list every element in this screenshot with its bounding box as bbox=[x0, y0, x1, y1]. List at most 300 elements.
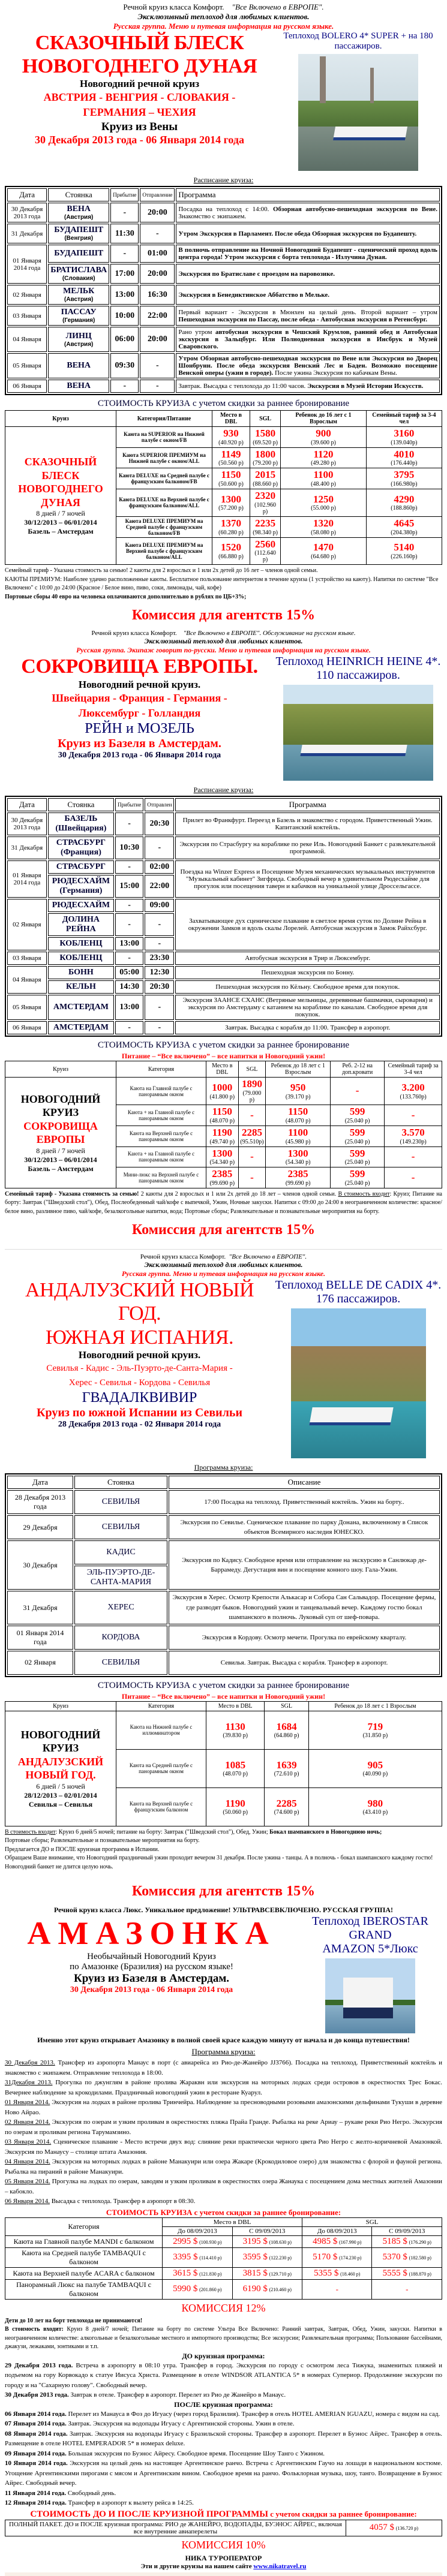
program-day bbox=[5, 2458, 442, 2488]
price-header: Ребенок до 18 лет с 1 Взрослым bbox=[266, 1061, 331, 1078]
schedule-program bbox=[176, 224, 440, 243]
schedule-date: 05 Января bbox=[7, 353, 47, 378]
price-eur: 2320 bbox=[255, 490, 276, 502]
schedule-stop bbox=[48, 1021, 114, 1034]
price-usd: 5185 $ bbox=[382, 2236, 407, 2246]
schedule-stop bbox=[48, 995, 114, 1020]
price-cell bbox=[331, 1105, 385, 1126]
program-day bbox=[5, 2137, 442, 2157]
schedule-description: 17:00 Посадка на теплоход. Приветственный коктейль. Ужин на борту.. bbox=[169, 1490, 440, 1514]
program-text: Завтрак. Экскурсия на водопады Игуасу с Аргентинской стороны. Ужин в отеле. bbox=[66, 2420, 295, 2428]
price-cell bbox=[372, 2235, 442, 2247]
price-eur: 905 bbox=[367, 1759, 383, 1771]
price-rub: (50.560 р) bbox=[218, 460, 244, 467]
price-usd: 5170 $ bbox=[313, 2252, 338, 2262]
price-cruise-dates: 30/12/2013 – 06/01/2014 bbox=[24, 1155, 97, 1164]
schedule-row bbox=[7, 264, 440, 284]
price-cell bbox=[331, 1126, 385, 1146]
price-usd: 5555 $ bbox=[382, 2268, 407, 2278]
price-cell bbox=[331, 1167, 385, 1188]
cruise-route: Круиз из Вены bbox=[101, 120, 178, 133]
schedule-date: 02 Января bbox=[7, 285, 47, 305]
price-rub: (99.690 р) bbox=[209, 1179, 235, 1187]
price-eur: 1300 bbox=[221, 493, 241, 505]
stop-city: БОНН bbox=[68, 968, 94, 977]
cruise-dates: 30 Декабря 2013 года - 06 Января 2014 года bbox=[35, 133, 244, 146]
price-eur: 2285 bbox=[241, 1126, 262, 1138]
price-cell bbox=[302, 2267, 372, 2279]
stop-city: ПАССАУ bbox=[61, 308, 97, 317]
price-category: Каюта на SUPERIOR на Нижней палубе с окном/FB bbox=[116, 427, 212, 448]
commission-label: Комиссия для агентств 15% bbox=[131, 607, 316, 624]
program-text: Сценическое плавание - Место встречи двух вод: слияние реки практически черного цвета Рио Негро с желто-коричневой Амазонкой. Экскурсия по Манаусу – столице штата Амазония. bbox=[5, 2138, 443, 2156]
price-usd: 3195 $ bbox=[242, 2236, 268, 2246]
cruise-tagline: Именно этот круиз открывает Амазонку в полной своей красе каждую минуту от начала и до конца путешествия! bbox=[37, 2036, 410, 2045]
price-cell bbox=[212, 537, 250, 565]
schedule-description: Севилья. Завтрак. Высадка с корабля. Трансфер в аэропорт. bbox=[169, 1651, 440, 1675]
schedule-row bbox=[7, 1540, 440, 1564]
schedule-departure: 12:30 bbox=[145, 966, 174, 979]
price-cell bbox=[163, 2235, 232, 2247]
stop-country: (Германия) bbox=[59, 886, 103, 896]
schedule-stop: ХЕРЕС bbox=[74, 1591, 167, 1624]
program-highlight: Пешеходная экскурсия по Пассау, после обеда - Автобусная экскурсия в Регенсбург. bbox=[178, 315, 428, 323]
program-date: 03 Января 2014. bbox=[5, 2138, 52, 2146]
bottom-bar bbox=[5, 2572, 442, 2576]
price-cruise-name: НОВОГОДНИЙ КРУИЗ bbox=[20, 1093, 101, 1119]
divider bbox=[5, 1249, 442, 1250]
price-eur: 3.570 bbox=[401, 1126, 425, 1138]
intro-class: Речной круиз класса Комфорт. bbox=[123, 2, 224, 11]
price-usd: - bbox=[406, 2284, 409, 2294]
ship-name: Теплоход BELLE DE CADIX 4*. bbox=[275, 1278, 442, 1292]
schedule-departure: 20:00 bbox=[140, 327, 175, 352]
price-cell bbox=[385, 1105, 442, 1126]
price-cell bbox=[206, 1749, 265, 1787]
schedule-caption: Расписание круиза: bbox=[193, 786, 254, 795]
schedule-date: 02 Января bbox=[7, 899, 47, 950]
schedule-date: 01 Января 2014 года bbox=[7, 245, 47, 284]
cruise-countries: Швейцария - Франция - Германия - bbox=[52, 691, 227, 704]
schedule-date: 01 Января 2014 года bbox=[7, 1626, 73, 1650]
price-cruise-name-red: АНДАЛУЗСКИЙ НОВЫЙ ГОД. bbox=[17, 1755, 104, 1781]
price-rub: (69.520 р) bbox=[253, 439, 278, 446]
intro-all-inclusive: "Все Включено в ЕВРОПЕ". Обслуживание на русском языке. bbox=[183, 630, 356, 637]
price-rub: (210.460 р) bbox=[269, 2287, 292, 2293]
schedule-header: Дата bbox=[7, 798, 47, 811]
price-cell bbox=[372, 2279, 442, 2299]
stop-country: (Швейцария) bbox=[55, 824, 107, 833]
price-eur: 2285 bbox=[276, 1797, 297, 1809]
schedule-stop: СЕВИЛЬЯ bbox=[74, 1490, 167, 1514]
schedule-stop: КАДИС bbox=[74, 1540, 167, 1564]
price-rub: (31.850 р) bbox=[362, 1732, 388, 1740]
schedule-table bbox=[5, 796, 442, 1037]
price-cell bbox=[212, 468, 250, 489]
stop-city: КОБЛЕНЦ bbox=[59, 953, 103, 963]
price-category: Каюта на Главной палубе с панорамным окном bbox=[116, 1078, 206, 1105]
price-eur: 719 bbox=[367, 1720, 383, 1732]
price-cell bbox=[302, 2235, 372, 2247]
note-included: : Круиз; Питание на борту: Завтрак ("Шведский стол"), Обед, Послеобеденный чай/кофе с выпечкой, Ужин, Ночные закуски. Напитки с 09:00 до 24:00 в неограниченном количестве: красное/белое вино, разливное пиво, чай/кофе, безалкогольные напитки, вода; Портовые сборы; Развлекательные и познавательные мероприятия на борту. bbox=[5, 1190, 442, 1215]
price-row bbox=[5, 427, 442, 448]
stop-city: РЮДЕСХАЙМ bbox=[52, 877, 110, 886]
price-eur: 1639 bbox=[276, 1759, 297, 1771]
price-cell bbox=[366, 516, 442, 537]
ship-photo bbox=[283, 685, 433, 781]
stop-country: (Австрия) bbox=[64, 296, 94, 303]
price-eur: 1300 bbox=[212, 1147, 233, 1159]
price-rub: (60.280 р) bbox=[218, 529, 244, 536]
price-cell bbox=[232, 2247, 302, 2267]
price-header: Категория bbox=[116, 1701, 206, 1711]
price-cruise-route: Базель – Амстердам bbox=[28, 1164, 94, 1173]
schedule-description: Экскурсия по Кадису. Свободное время или отправление на экскурсию в Санлюкар де-Баррамеду. Дегустация вин и посещение конного шоу. Гала-Ужин. bbox=[169, 1540, 440, 1590]
price-category: Каюта DELUXE ПРЕМИУМ на Средней палубе с французским балконом/FB bbox=[116, 516, 212, 537]
program-day bbox=[5, 2449, 442, 2459]
schedule-header: Отправление bbox=[140, 188, 175, 201]
price-cell bbox=[281, 427, 367, 448]
schedule-row bbox=[7, 1021, 440, 1034]
price-header: Семейный тариф за 3-4 чел bbox=[366, 411, 442, 427]
price-cruise-name-red: СОКРОВИЩА ЕВРОПЫ bbox=[23, 1120, 98, 1146]
price-title: СТОИМОСТЬ КРУИЗА с учетом скидки за раннее бронирование bbox=[97, 1680, 350, 1690]
schedule-row bbox=[7, 980, 440, 994]
schedule-stop bbox=[48, 812, 114, 835]
schedule-date: 02 Января bbox=[7, 1651, 73, 1675]
program-highlight: Обзорная автобусно-пешеходная экскурсия по Вене. bbox=[272, 205, 437, 213]
price-category: Каюта DELUXE на Средней палубе с французским балконом/FB bbox=[116, 468, 212, 489]
price-rub: (64.680 р) bbox=[311, 553, 336, 560]
price-eur: 4290 bbox=[394, 493, 415, 505]
stop-country: (Австрия) bbox=[64, 214, 94, 221]
program-text: Завтрак в отеле. Трансфер в аэропорт. Перелет из Рио де Жанейро в Манаус. bbox=[68, 2391, 286, 2399]
schedule-arrival: 05:00 bbox=[115, 966, 143, 979]
price-usd: 6190 $ bbox=[242, 2284, 268, 2294]
price-cell bbox=[212, 447, 250, 468]
price-eur: - bbox=[411, 1171, 415, 1183]
price-cruise-duration: 8 дней / 7 ночей bbox=[36, 1146, 85, 1155]
price-eur: 2560 bbox=[255, 538, 276, 550]
price-usd: 3615 $ bbox=[173, 2268, 198, 2278]
price-eur: 1190 bbox=[212, 1126, 232, 1138]
program-day bbox=[5, 2078, 442, 2097]
note-port-fees: Портовые сборы; Развлекательные и познавательные мероприятия на борту. bbox=[5, 1837, 200, 1844]
price-header: SGL bbox=[250, 411, 281, 427]
schedule-departure: - bbox=[145, 1021, 174, 1034]
price-rub: (64.860 р) bbox=[274, 1732, 299, 1740]
program-date: 09 Января 2014 года. bbox=[5, 2449, 67, 2457]
schedule-stop bbox=[48, 306, 109, 326]
schedule-departure: 20:30 bbox=[145, 812, 174, 835]
price-cell bbox=[238, 1126, 266, 1146]
price-eur: 1370 bbox=[221, 517, 241, 529]
program-highlight: Экскурсия по Братиславе с проездом на паровозике. bbox=[178, 270, 335, 278]
price-cell bbox=[385, 1167, 442, 1188]
price-rub: (79.000 р) bbox=[242, 1090, 262, 1104]
price-rub: (55.000 р) bbox=[311, 505, 336, 512]
ship-photo bbox=[325, 1958, 415, 2033]
price-category: Каюта на Средней палубе с панорамным окном bbox=[116, 1749, 206, 1787]
price-notes bbox=[5, 2317, 442, 2352]
operator-name: НИКА ТУРОПЕРАТОР bbox=[185, 2553, 262, 2562]
price-header: Ребенок до 18 лет с 1 Взрослым bbox=[308, 1701, 442, 1711]
program-text: Высадка с теплохода. Трансфер в аэропорт в 08:30. bbox=[49, 2198, 196, 2205]
price-eur: 1149 bbox=[221, 448, 241, 460]
cruise-countries: АВСТРИЯ - ВЕНГРИЯ - СЛОВАКИЯ - bbox=[43, 91, 236, 104]
price-cell bbox=[238, 1146, 266, 1167]
schedule-row bbox=[7, 899, 440, 912]
stop-city: ВЕНА bbox=[67, 204, 91, 213]
ship-name: Теплоход HEINRICH HEINE 4*. bbox=[275, 655, 441, 669]
price-eur: 1320 bbox=[313, 517, 334, 529]
price-eur: 1150 bbox=[288, 1106, 308, 1118]
schedule-program bbox=[176, 264, 440, 284]
program-highlight: автобусная экскурсия в Чешский Крумлов, ранний обед и Автобусная экскурсия в Зальцбург. Или Полнодневная экскурсия в Инсбрук и Музей Сваровского. bbox=[178, 329, 437, 350]
price-eur: 4645 bbox=[394, 517, 415, 529]
note-kids: Дети до 10 лет на борт теплохода не принимаются! bbox=[5, 2317, 143, 2324]
cruise-countries-2: ГЕРМАНИЯ – ЧЕХИЯ bbox=[83, 106, 196, 119]
price-header: Место в DBL bbox=[206, 1061, 239, 1078]
price-cell bbox=[281, 516, 367, 537]
schedule-arrival: 13:00 bbox=[115, 937, 143, 950]
price-rub: (182.580 р) bbox=[409, 2255, 431, 2261]
schedule-date: 03 Января bbox=[7, 952, 47, 965]
ship-name: Теплоход IBEROSTAR GRAND bbox=[312, 1915, 428, 1942]
schedule-program: Пешеходная экскурсия по Бонну. bbox=[175, 966, 440, 979]
price-cruise-name: СКАЗОЧНЫЙ БЛЕСК НОВОГОДНЕГО ДУНАЯ bbox=[18, 456, 103, 508]
schedule-row bbox=[7, 995, 440, 1020]
cruise-header bbox=[5, 1278, 442, 1461]
schedule-program bbox=[176, 285, 440, 305]
price-eur: 1100 bbox=[288, 1126, 308, 1138]
price-usd: 4985 $ bbox=[313, 2236, 338, 2246]
price-usd: 5990 $ bbox=[173, 2284, 198, 2294]
program-text: Прогулка на лодках по озерам, заводям и узким проливам в окрестностях озера Жанаука с посещением дома местных жителей Амазонии – кабокло. bbox=[5, 2178, 443, 2195]
price-eur: - bbox=[411, 1151, 415, 1162]
price-table bbox=[5, 1701, 442, 1826]
price-category: Каюта на Главной палубе MANDI с балконом bbox=[5, 2235, 163, 2247]
price-row bbox=[5, 1711, 442, 1749]
price-cell bbox=[206, 1078, 239, 1105]
price-cell bbox=[206, 1711, 265, 1749]
intro-line bbox=[5, 2, 442, 12]
stop-city: БУДАПЕШТ bbox=[54, 249, 104, 258]
schedule-row bbox=[7, 353, 440, 378]
program-text: Экскурсия по озерам и узким проливам в окрестностях пляжа Прайа Гранде. Рыбалка на реке Ариау – рукаве реки Рио Негро. Экскурсия по озерам и проливам региона Тарумамзино. bbox=[5, 2118, 442, 2136]
schedule-stop bbox=[48, 860, 114, 874]
price-rub: (174.230 р) bbox=[339, 2255, 362, 2261]
schedule-arrival: - bbox=[110, 203, 139, 222]
schedule-row bbox=[7, 306, 440, 326]
schedule-stop bbox=[48, 836, 114, 859]
schedule-program: Автобусная экскурсия в Трир и Люксембург. bbox=[175, 952, 440, 965]
schedule-arrival: - bbox=[115, 913, 143, 936]
price-cell bbox=[308, 1749, 442, 1787]
schedule-arrival: 13:00 bbox=[115, 995, 143, 1020]
stop-city: КЕЛЬН bbox=[65, 982, 96, 992]
price-category: Каюта DELUXE ПРЕМИУМ на Верхней палубе с французским балконом/ALL bbox=[116, 537, 212, 565]
cruise-title: АНДАЛУЗСКИЙ НОВЫЙ ГОД. bbox=[25, 1279, 254, 1325]
schedule-stop bbox=[48, 980, 114, 994]
schedule-stop bbox=[48, 875, 114, 898]
cruise-route: Круиз из Базеля в Амстердам. bbox=[73, 1972, 230, 1985]
schedule-table bbox=[5, 1473, 442, 1677]
price-eur: 1300 bbox=[287, 1147, 308, 1159]
program-date: 10 Января 2014 года. bbox=[5, 2460, 68, 2467]
schedule-arrival: 13:00 bbox=[110, 285, 139, 305]
price-cell bbox=[385, 1146, 442, 1167]
schedule-row bbox=[7, 203, 440, 222]
schedule-stop bbox=[48, 966, 114, 979]
footer-text: Эти и другие круизы на нашем сайте bbox=[140, 2562, 254, 2570]
schedule-departure: - bbox=[140, 224, 175, 243]
program-day bbox=[5, 2429, 442, 2449]
schedule-header: Дата bbox=[7, 1476, 73, 1489]
cruise-header bbox=[5, 31, 442, 173]
program-highlight: В полночь отправление на Ночной Новогодний Будапешт - сценический проход вдоль центра города! Утром экскурсия с борта теплохода - Излучина Дуная. bbox=[178, 246, 437, 261]
price-cell bbox=[266, 1105, 331, 1126]
price-cell bbox=[238, 1105, 266, 1126]
price-cell bbox=[302, 2247, 372, 2267]
package-row bbox=[5, 2520, 442, 2536]
note-family-rate: Семейный тариф - Указана стоимость за семью! bbox=[5, 1190, 139, 1197]
price-cruise-route: Базель – Амстердам bbox=[28, 527, 94, 536]
schedule-program: Захватывающее дух сценическое плавание в светлое время суток по Долине Рейна в окружении Замков и вдоль скалы Лорелей. Автобусная экскурсия в Замок Райхсбург. bbox=[175, 899, 440, 950]
price-table bbox=[5, 1061, 442, 1188]
price-rub: (48.070 р) bbox=[223, 1771, 248, 1778]
price-table bbox=[5, 410, 442, 565]
price-cell bbox=[250, 537, 281, 565]
schedule-arrival: - bbox=[115, 952, 143, 965]
price-cruise-name: НОВОГОДНИЙ КРУИЗ bbox=[20, 1728, 101, 1755]
intro-line: Речной круиз класса Люкс. Уникальное предложение! УЛЬТРАВСЕВКЛЮЧЕНО. РУССКАЯ ГРУППА! bbox=[53, 1906, 394, 1915]
price-category: Мини-люкс на Верхней палубе с панорамным окном bbox=[116, 1167, 206, 1188]
program-day bbox=[5, 2196, 442, 2207]
program-day bbox=[5, 2390, 442, 2400]
price-cell bbox=[163, 2247, 232, 2267]
pre-program-title: ДО круизная программа: bbox=[182, 2351, 265, 2360]
schedule-date: 29 Декабря bbox=[7, 1515, 73, 1539]
price-eur: 3.200 bbox=[401, 1081, 425, 1093]
schedule-program bbox=[176, 327, 440, 352]
price-rub: (48.070 р) bbox=[209, 1117, 235, 1124]
price-rub: (39.600 р) bbox=[311, 439, 336, 446]
price-cell bbox=[250, 447, 281, 468]
stop-country: (Словакия) bbox=[62, 275, 95, 282]
price-cell bbox=[212, 489, 250, 517]
program-day bbox=[5, 2177, 442, 2196]
post-program-title: ПОСЛЕ круизная программа: bbox=[174, 2400, 273, 2409]
price-eur: 599 bbox=[349, 1106, 365, 1118]
stop-city: АМСТЕРДАМ bbox=[53, 1003, 109, 1012]
schedule-header: Стоянка bbox=[74, 1476, 167, 1489]
price-cell bbox=[266, 1167, 331, 1188]
footer-line bbox=[5, 2563, 442, 2570]
col-sgl-before: До 08/09/2013 bbox=[302, 2226, 372, 2235]
price-rub: (122.230 р) bbox=[269, 2255, 292, 2261]
stop-city: ДОЛИНА РЕЙНА bbox=[62, 915, 100, 934]
schedule-departure: - bbox=[140, 380, 175, 393]
price-eur: 1120 bbox=[313, 448, 334, 460]
note-dinner: Обращаем Ваше внимание, что Новогодний праздничный ужин проходит вечером 31 декабря. После ужина - танцы. А в полночь - бокал шампанского каждому гостю! Новогодний банкет не длится целую ночь. bbox=[5, 1855, 433, 1870]
program-date: 31Декабря 2013. bbox=[5, 2079, 53, 2087]
price-cell bbox=[366, 447, 442, 468]
cruise-title-2: НОВОГОДНЕГО ДУНАЯ bbox=[22, 55, 257, 78]
stop-city: ЛИНЦ bbox=[65, 331, 92, 341]
intro-exclusive: Эксклюзивный теплоход для любимых клиентов. bbox=[137, 12, 310, 21]
stop-city: СТРАСБУРГ bbox=[56, 862, 106, 872]
commission-label: КОМИССИЯ 12% bbox=[181, 2301, 266, 2314]
price-cell bbox=[266, 1126, 331, 1146]
program-text: Экскурсия на моторных лодках в районе Манакуири или озера Жакаре (Крокодиловое озеро) для знакомства с флорой и фауной региона. Рыбалка на пираний в районе Манакуири. bbox=[5, 2158, 442, 2175]
price-eur: 1150 bbox=[221, 469, 241, 481]
price-rub: (98.340 р) bbox=[253, 529, 278, 536]
schedule-date: 28 Декабря 2013 года bbox=[7, 1490, 73, 1514]
note-included: : Круиз 6 дней/5 ночей; питание на борту: Завтрак ("Шведский стол"), Обед, Ужин; bbox=[55, 1828, 270, 1835]
price-eur: 1100 bbox=[313, 469, 334, 481]
price-cell bbox=[281, 447, 367, 468]
price-cell bbox=[366, 537, 442, 565]
schedule-row bbox=[7, 812, 440, 835]
price-rub: (50.600 р) bbox=[218, 481, 244, 488]
schedule-row bbox=[7, 860, 440, 874]
price-eur: - bbox=[250, 1151, 254, 1162]
note-premium: КАЮТЫ ПРЕМИУМ: Наиболее удачно расположенные каюты. Бесплатное пользование интернетом в течение круиза (1 устройство на каюту). Напитки по системе "Все Включено" с 10:00 до 24:00 (Красное / Белое вино, пиво, соки, лимонады, чай, кофе) bbox=[5, 576, 439, 592]
website-link[interactable]: www.nikatravel.ru bbox=[253, 2562, 307, 2570]
schedule-program bbox=[176, 245, 440, 263]
price-header: Ребенок до 16 лет с 1 Взрослым bbox=[281, 411, 367, 427]
program-day bbox=[5, 2097, 442, 2117]
price-cell bbox=[265, 1711, 308, 1749]
price-cell bbox=[250, 489, 281, 517]
ship-capacity: 176 пассажиров. bbox=[316, 1292, 401, 1306]
stop-city: ВЕНА bbox=[67, 361, 91, 370]
schedule-row bbox=[7, 1626, 440, 1650]
price-eur: 1800 bbox=[255, 448, 276, 460]
page bbox=[0, 2, 447, 2576]
intro-line bbox=[5, 630, 442, 637]
price-cell bbox=[366, 489, 442, 517]
price-rub: (25.040 р) bbox=[344, 1179, 370, 1187]
price-eur: 930 bbox=[223, 428, 239, 439]
price-cell bbox=[265, 1787, 308, 1826]
schedule-stop bbox=[48, 264, 109, 284]
price-category: Каюта + на Главной палубе с панорамным окном bbox=[116, 1146, 206, 1167]
schedule-date: 04 Января bbox=[7, 966, 47, 994]
schedule-date: 01 Января 2014 года bbox=[7, 860, 47, 898]
price-rub: (129.710 р) bbox=[269, 2271, 292, 2277]
price-eur: 2385 bbox=[287, 1168, 308, 1180]
price-rub: (95.510р) bbox=[240, 1138, 264, 1145]
schedule-header: Описание bbox=[169, 1476, 440, 1489]
col-dbl-before: До 08/09/2013 bbox=[163, 2226, 232, 2235]
program-text: Завтрак. Экскурсия на водопады Игуасу с Бразильской стороны. Трансфер в аэропорт. Перелет в Буэнос Айрес. Трансфер в отель. Размещение в отеле HOTEL EMPERADOR 5* в номерах deluxe. bbox=[5, 2430, 442, 2448]
price-category: Каюта на Средней палубе TAMBAQUI с балконом bbox=[5, 2247, 163, 2267]
schedule-departure: 20:00 bbox=[140, 203, 175, 222]
price-category: Каюта на Верхней палубе ACARA с балконом bbox=[5, 2267, 163, 2279]
program-text: Трансфер из аэропорта Манаус в порт (с авиарейса из Рио-де-Жанейро JJ3766). Посадка на теплоход. Приветственный коктейль и знакомство с экипажем. Отправление теплохода в 18:00. bbox=[5, 2059, 442, 2077]
price-header: Категория/Питание bbox=[116, 411, 212, 427]
program-day bbox=[5, 2157, 442, 2177]
price-cell bbox=[266, 1146, 331, 1167]
schedule-row bbox=[7, 224, 440, 243]
price-cell bbox=[212, 516, 250, 537]
price-header: Семейный тариф за 3-4 чел bbox=[385, 1061, 442, 1078]
price-eur: 599 bbox=[349, 1147, 365, 1159]
schedule-stop bbox=[48, 224, 109, 243]
cruise-title-2: ЮЖНАЯ ИСПАНИЯ. bbox=[46, 1326, 233, 1349]
